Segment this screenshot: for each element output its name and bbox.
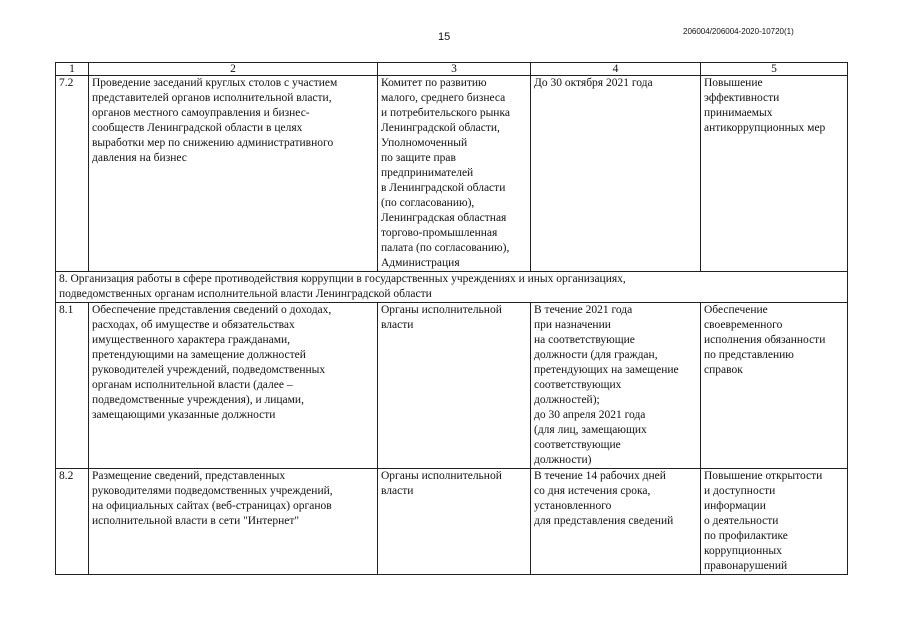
cell-line: органам исполнительной власти (далее – <box>92 379 293 391</box>
deadline-cell <box>531 76 701 272</box>
executor-cell <box>378 76 531 272</box>
cell-line: в Ленинградской области <box>381 182 506 194</box>
row-number: 8.2 <box>56 469 89 575</box>
table-row <box>56 469 848 575</box>
cell-line: руководителями подведомственных учреждений, <box>92 485 333 497</box>
cell-line: органов местного самоуправления и бизнес- <box>92 107 310 119</box>
cell-line: расходах, об имуществе и обязательствах <box>92 319 295 331</box>
cell-line: торгово-промышленная <box>381 227 498 239</box>
cell-line: эффективности <box>704 92 780 104</box>
cell-line: соответствующих <box>534 379 622 391</box>
row-number: 8.1 <box>56 303 89 469</box>
cell-line: своевременного <box>704 319 783 331</box>
deadline-cell <box>531 303 701 469</box>
column-number: 5 <box>701 63 848 76</box>
cell-line: давления на бизнес <box>92 152 187 164</box>
result-cell <box>701 469 848 575</box>
cell-line: должностей); <box>534 394 600 406</box>
cell-line: власти <box>381 319 414 331</box>
cell-line: подведомственные учреждения), и лицами, <box>92 394 304 406</box>
section-heading-line: подведомственных органам исполнительной власти Ленинградской области <box>59 288 432 300</box>
cell-line: власти <box>381 485 414 497</box>
result-cell <box>701 303 848 469</box>
cell-line: (для лиц, замещающих <box>534 424 647 436</box>
document-code: 206004/206004-2020-10720(1) <box>683 27 794 36</box>
column-number-row <box>56 63 848 76</box>
cell-line: на соответствующие <box>534 334 635 346</box>
cell-line: Администрация <box>381 257 460 269</box>
cell-line: должности) <box>534 454 592 466</box>
cell-line: Уполномоченный <box>381 137 468 149</box>
cell-line: и потребительского рынка <box>381 107 510 119</box>
cell-line: по представлению <box>704 349 794 361</box>
cell-line: справок <box>704 364 743 376</box>
column-number: 1 <box>56 63 89 76</box>
cell-line: установленного <box>534 500 612 512</box>
cell-line: замещающими указанные должности <box>92 409 276 421</box>
cell-line: Комитет по развитию <box>381 77 487 89</box>
cell-line: Повышение открытости <box>704 470 823 482</box>
cell-line: Обеспечение <box>704 304 768 316</box>
cell-line: (по согласованию), <box>381 197 475 209</box>
cell-line: Ленинградская областная <box>381 212 507 224</box>
cell-line: коррупционных <box>704 545 782 557</box>
deadline-cell <box>531 469 701 575</box>
column-number: 2 <box>89 63 378 76</box>
section-row <box>56 272 848 303</box>
cell-line: информации <box>704 500 766 512</box>
measure-cell <box>89 76 378 272</box>
cell-line: В течение 2021 года <box>534 304 633 316</box>
column-number: 3 <box>378 63 531 76</box>
cell-line: Органы исполнительной <box>381 470 502 482</box>
cell-line: руководителей учреждений, подведомственных <box>92 364 326 376</box>
executor-cell <box>378 303 531 469</box>
cell-line: претендующими на замещение должностей <box>92 349 306 361</box>
cell-line: представителей органов исполнительной власти, <box>92 92 332 104</box>
cell-line: Обеспечение представления сведений о доходах, <box>92 304 332 316</box>
table-row <box>56 76 848 272</box>
cell-line: соответствующие <box>534 439 621 451</box>
cell-line: Проведение заседаний круглых столов с участием <box>92 77 338 89</box>
cell-line: Органы исполнительной <box>381 304 502 316</box>
cell-line: при назначении <box>534 319 611 331</box>
cell-line: До 30 октября 2021 года <box>534 77 653 89</box>
cell-line: на официальных сайтах (веб-страницах) органов <box>92 500 332 512</box>
section-heading-line: 8. Организация работы в сфере противодействия коррупции в государственных учреждениях и иных организациях, <box>59 273 626 285</box>
column-number: 4 <box>531 63 701 76</box>
cell-line: принимаемых <box>704 107 773 119</box>
cell-line: по защите прав <box>381 152 456 164</box>
executor-cell <box>378 469 531 575</box>
cell-line: имущественного характера гражданами, <box>92 334 291 346</box>
cell-line: Размещение сведений, представленных <box>92 470 286 482</box>
measure-cell <box>89 469 378 575</box>
cell-line: сообществ Ленинградской области в целях <box>92 122 303 134</box>
section-heading <box>56 272 848 303</box>
cell-line: палата (по согласованию), <box>381 242 510 254</box>
cell-line: исполнения обязанности <box>704 334 826 346</box>
measure-cell <box>89 303 378 469</box>
cell-line: и доступности <box>704 485 776 497</box>
cell-line: должности (для граждан, <box>534 349 658 361</box>
row-number: 7.2 <box>56 76 89 272</box>
cell-line: по профилактике <box>704 530 788 542</box>
cell-line: до 30 апреля 2021 года <box>534 409 646 421</box>
cell-line: претендующих на замещение <box>534 364 679 376</box>
page-number: 15 <box>438 31 451 43</box>
cell-line: правонарушений <box>704 560 788 572</box>
cell-line: предпринимателей <box>381 167 474 179</box>
cell-line: В течение 14 рабочих дней <box>534 470 666 482</box>
table-row <box>56 303 848 469</box>
result-cell <box>701 76 848 272</box>
cell-line: малого, среднего бизнеса <box>381 92 506 104</box>
cell-line: исполнительной власти в сети "Интернет" <box>92 515 300 527</box>
cell-line: антикоррупционных мер <box>704 122 826 134</box>
cell-line: Повышение <box>704 77 763 89</box>
cell-line: выработки мер по снижению административного <box>92 137 334 149</box>
cell-line: Ленинградской области, <box>381 122 500 134</box>
cell-line: о деятельности <box>704 515 779 527</box>
measures-table <box>55 62 848 575</box>
cell-line: со дня истечения срока, <box>534 485 651 497</box>
cell-line: для представления сведений <box>534 515 674 527</box>
